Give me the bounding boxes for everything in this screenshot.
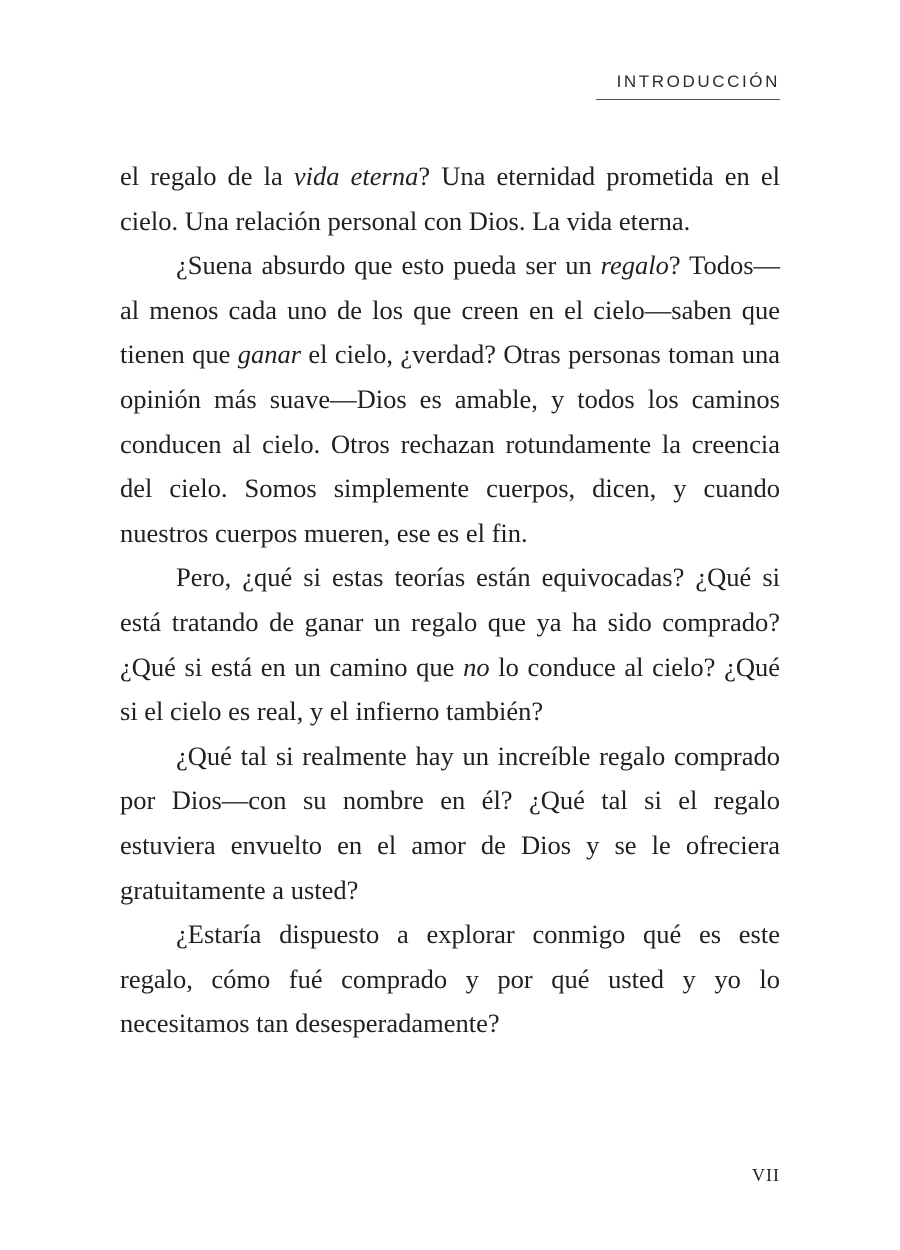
page-number: VII xyxy=(752,1165,780,1185)
header-rule xyxy=(596,99,780,100)
paragraph-1 xyxy=(120,154,780,243)
paragraph-1-text-b: ? Una eternidad prometida en el cielo. Una relación personal con Dios. La vida eterna. xyxy=(120,161,780,236)
paragraph-4 xyxy=(120,734,780,912)
paragraph-2-text-c: el cielo, ¿verdad? Otras personas toman una opinión más suave—Dios es amable, y todos los caminos conducen al cielo. Otros rechazan rotundamente la creencia del cielo. Somos simplemente cuerpos, dicen, y cuando nuestros cuerpos mueren, ese es el fin. xyxy=(120,339,780,548)
paragraph-2-italic-regalo: regalo xyxy=(600,250,669,281)
paragraph-4-text: ¿Qué tal si realmente hay un increíble regalo comprado por Dios—con su nombre en él? ¿Qué tal si el regalo estuviera envuelto en el amor de Dios y se le ofreciera gratuitamente a usted? xyxy=(120,740,780,905)
paragraph-2-text-a: ¿Suena absurdo que esto pueda ser un xyxy=(176,250,601,281)
paragraph-2-italic-ganar: ganar xyxy=(237,339,302,370)
paragraph-3-text-a: Pero, ¿qué si estas teorías están equivocadas? ¿Qué si está tratando de ganar un regalo que ya ha sido comprado? ¿Qué si está en un camino que xyxy=(120,562,780,682)
body-text xyxy=(120,154,780,1046)
paragraph-2-text-b: ? Todos—al menos cada uno de los que creen en el cielo—saben que tienen que xyxy=(120,250,781,370)
paragraph-1-text-a: el regalo de la xyxy=(120,161,294,191)
paragraph-2 xyxy=(120,243,780,555)
paragraph-5-text: ¿Estaría dispuesto a explorar conmigo qué es este regalo, cómo fué comprado y por qué usted y yo lo necesitamos tan desesperadamente? xyxy=(120,919,780,1039)
paragraph-3 xyxy=(120,555,780,733)
paragraph-5 xyxy=(120,912,780,1046)
running-head: INTRODUCCIÓN xyxy=(616,72,780,91)
paragraph-3-text-b: lo conduce al cielo? ¿Qué si el cielo es real, y el infierno también? xyxy=(120,651,780,727)
paragraph-3-italic-no: no xyxy=(463,651,490,682)
paragraph-1-italic-vida-eterna: vida eterna xyxy=(293,161,419,191)
